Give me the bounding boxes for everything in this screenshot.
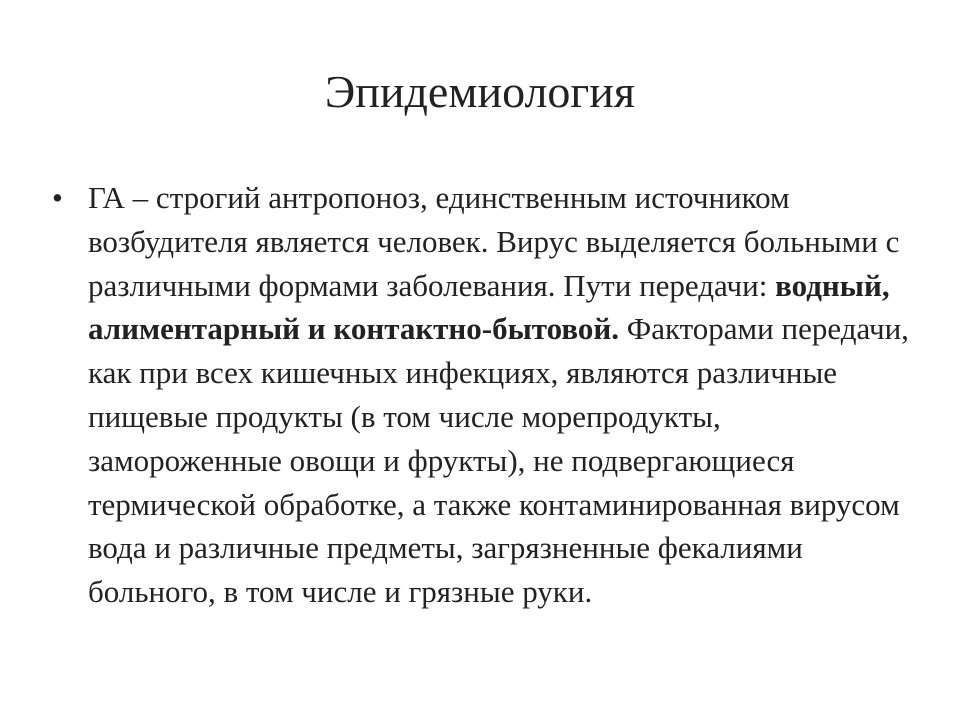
bullet-list xyxy=(52,176,912,614)
paragraph-text-start: ГА – строгий антропоноз, единственным источником возбудителя является человек. Вирус выделяется больными с различными формами заболевания. Пути передачи: xyxy=(88,180,900,303)
bullet-dot: • xyxy=(52,180,63,215)
slide-title: Эпидемиология xyxy=(324,66,636,117)
paragraph-text-end: Факторами передачи, как при всех кишечных инфекциях, являются различные пищевые продукты (в том числе морепродукты, замороженные овощи и фрукты), не подвергающиеся термической обработке, а также контаминированная вирусом вода и различные предметы, загрязненные фекалиями больного, в том числе и грязные руки. xyxy=(88,311,909,610)
transmission-routes-bold: водный, алиментарный и контактно-бытовой. xyxy=(88,267,890,347)
bullet-item xyxy=(52,176,912,614)
